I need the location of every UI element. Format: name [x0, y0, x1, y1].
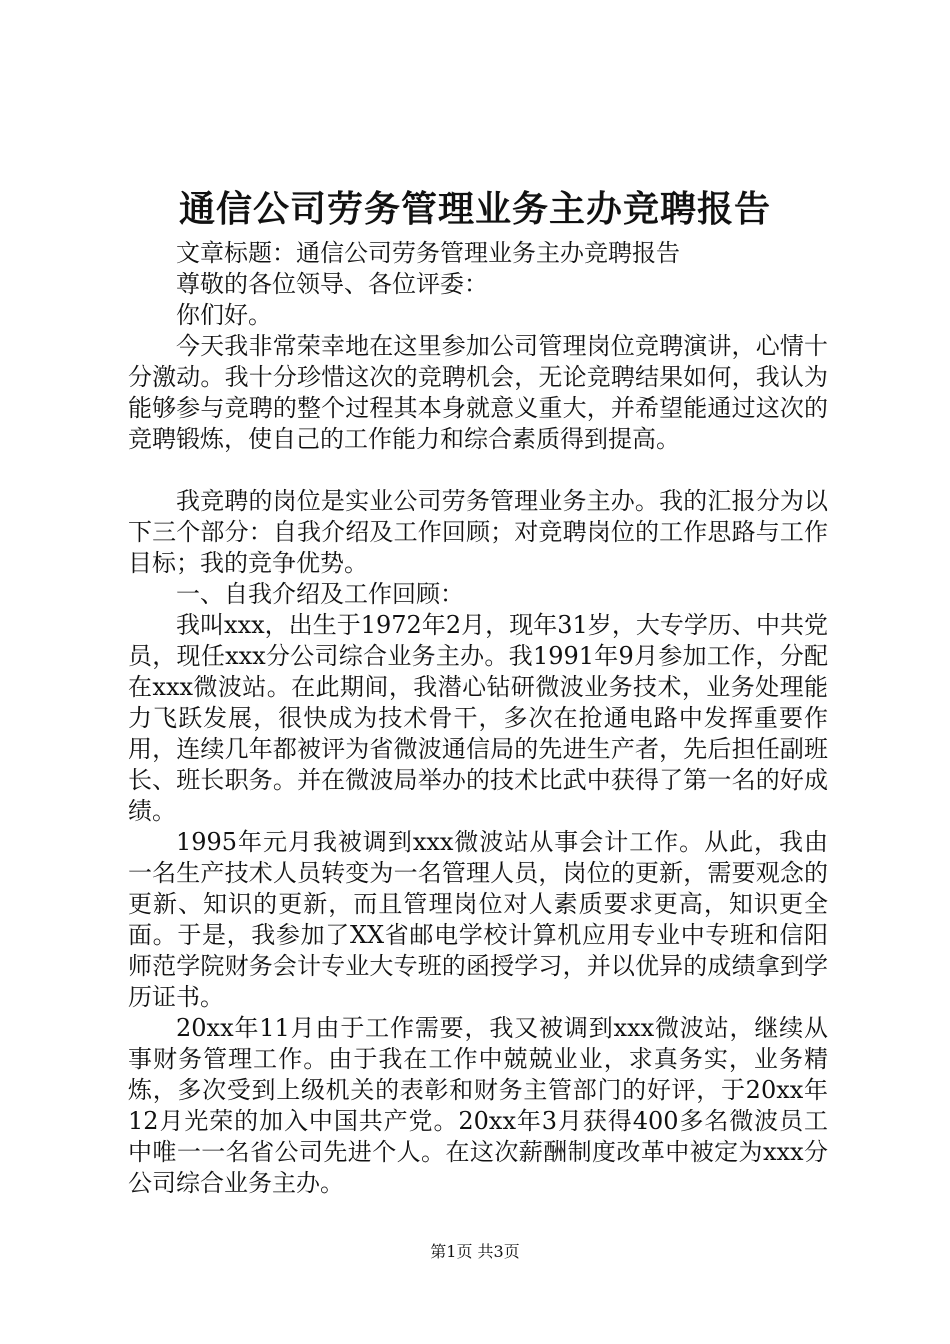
accounting-work-paragraph: 1995年元月我被调到xxx微波站从事会计工作。从此，我由一名生产技术人员转变为一名管理人员，岗位的更新，需要观念的更新、知识的更新，而且管理岗位对人素质要求更高，知识更全面。于是，我参加了XX省邮电学校计算机应用专业中专班和信阳师范学院财务会计专业大专班的函授学习，并以优异的成绩拿到学历证书。: [128, 828, 828, 1011]
document-body: [128, 238, 828, 1199]
self-introduction-paragraph: 我叫xxx，出生于1972年2月，现年31岁，大专学历、中共党员，现任xxx分公司综合业务主办。我1991年9月参加工作，分配在xxx微波站。在此期间，我潜心钻研微波业务技术，业务处理能力飞跃发展，很快成为技术骨干，多次在抢通电路中发挥重要作用，连续几年都被评为省微波通信局的先进生产者，先后担任副班长、班长职务。并在微波局举办的技术比武中获得了第一名的好成绩。: [128, 611, 828, 825]
page-footer: 第1页 共3页: [430, 1242, 520, 1261]
finance-management-paragraph: 20xx年11月由于工作需要，我又被调到xxx微波站，继续从事财务管理工作。由于我在工作中兢兢业业，求真务实，业务精炼，多次受到上级机关的表彰和财务主管部门的好评，于20xx年12月光荣的加入中国共产党。20xx年3月获得400多名微波员工中唯一一名省公司先进个人。在这次薪酬制度改革中被定为xxx分公司综合业务主办。: [128, 1014, 828, 1197]
article-title-line: 文章标题：通信公司劳务管理业务主办竞聘报告: [176, 239, 680, 267]
position-paragraph: 我竞聘的岗位是实业公司劳务管理业务主办。我的汇报分为以下三个部分：自我介绍及工作回顾；对竞聘岗位的工作思路与工作目标；我的竞争优势。: [128, 487, 828, 577]
section-heading: 一、自我介绍及工作回顾：: [176, 580, 464, 608]
salutation: 尊敬的各位领导、各位评委：: [176, 270, 488, 298]
opening-paragraph: 今天我非常荣幸地在这里参加公司管理岗位竞聘演讲，心情十分激动。我十分珍惜这次的竞聘机会，无论竞聘结果如何，我认为能够参与竞聘的整个过程其本身就意义重大，并希望能通过这次的竞聘锻炼，使自己的工作能力和综合素质得到提高。: [128, 332, 828, 453]
greeting: 你们好。: [176, 301, 272, 329]
document-title: 通信公司劳务管理业务主办竞聘报告: [178, 188, 771, 230]
